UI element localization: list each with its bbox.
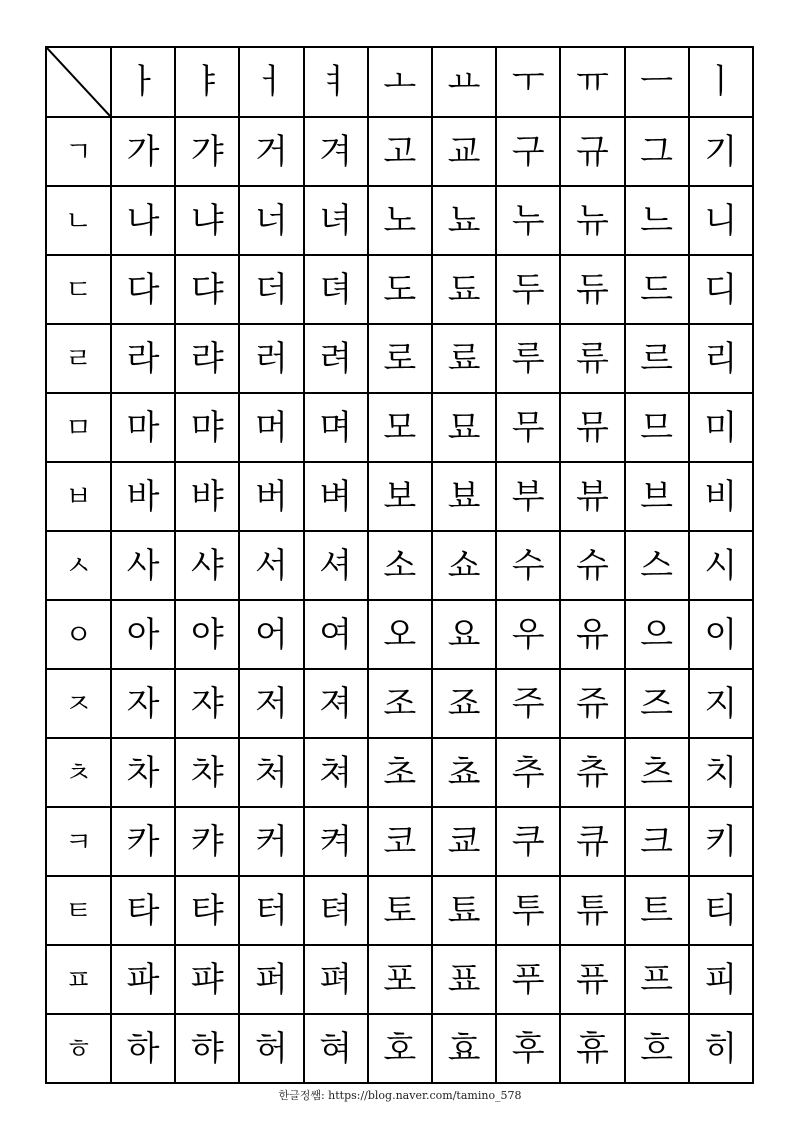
syllable-cell: 저	[239, 669, 303, 738]
syllable-cell: 타	[111, 876, 175, 945]
syllable-cell: 츠	[625, 738, 689, 807]
syllable-cell: 셔	[304, 531, 368, 600]
syllable-cell: 브	[625, 462, 689, 531]
syllable-cell: 누	[496, 186, 560, 255]
syllable-cell: 호	[368, 1014, 432, 1083]
syllable-cell: 마	[111, 393, 175, 462]
syllable-cell: 기	[689, 117, 753, 186]
consonant-row	[46, 531, 753, 600]
consonant-header-cell: ㅇ	[46, 600, 111, 669]
syllable-cell: 퍄	[175, 945, 239, 1014]
syllable-cell: 뷰	[560, 462, 624, 531]
syllable-cell: 캬	[175, 807, 239, 876]
syllable-cell: 여	[304, 600, 368, 669]
syllable-cell: 터	[239, 876, 303, 945]
syllable-cell: 보	[368, 462, 432, 531]
syllable-cell: 뉴	[560, 186, 624, 255]
syllable-cell: 쥬	[560, 669, 624, 738]
vowel-header-cell: ㅏ	[111, 47, 175, 117]
consonant-row	[46, 807, 753, 876]
syllable-cell: 혀	[304, 1014, 368, 1083]
syllable-cell: 아	[111, 600, 175, 669]
syllable-cell: 효	[432, 1014, 496, 1083]
consonant-header-cell: ㅅ	[46, 531, 111, 600]
consonant-header-cell: ㅁ	[46, 393, 111, 462]
syllable-cell: 규	[560, 117, 624, 186]
syllable-cell: 토	[368, 876, 432, 945]
syllable-cell: 텨	[304, 876, 368, 945]
syllable-cell: 툐	[432, 876, 496, 945]
syllable-cell: 버	[239, 462, 303, 531]
consonant-row	[46, 117, 753, 186]
syllable-cell: 소	[368, 531, 432, 600]
syllable-cell: 너	[239, 186, 303, 255]
syllable-cell: 우	[496, 600, 560, 669]
syllable-cell: 니	[689, 186, 753, 255]
syllable-cell: 켜	[304, 807, 368, 876]
syllable-cell: 챠	[175, 738, 239, 807]
syllable-cell: 됴	[432, 255, 496, 324]
consonant-header-cell: ㅈ	[46, 669, 111, 738]
syllable-cell: 더	[239, 255, 303, 324]
syllable-cell: 료	[432, 324, 496, 393]
syllable-cell: 녀	[304, 186, 368, 255]
syllable-cell: 주	[496, 669, 560, 738]
syllable-cell: 펴	[304, 945, 368, 1014]
syllable-cell: 치	[689, 738, 753, 807]
vowel-header-cell: ㅕ	[304, 47, 368, 117]
syllable-cell: 투	[496, 876, 560, 945]
syllable-cell: 구	[496, 117, 560, 186]
vowel-header-cell: ㅠ	[560, 47, 624, 117]
syllable-cell: 느	[625, 186, 689, 255]
syllable-cell: 러	[239, 324, 303, 393]
syllable-cell: 겨	[304, 117, 368, 186]
syllable-cell: 샤	[175, 531, 239, 600]
syllable-cell: 뮤	[560, 393, 624, 462]
syllable-cell: 퓨	[560, 945, 624, 1014]
vowel-header-cell: ㅗ	[368, 47, 432, 117]
syllable-cell: 자	[111, 669, 175, 738]
consonant-header-cell: ㅊ	[46, 738, 111, 807]
syllable-cell: 티	[689, 876, 753, 945]
syllable-cell: 코	[368, 807, 432, 876]
syllable-cell: 쇼	[432, 531, 496, 600]
consonant-row	[46, 186, 753, 255]
syllable-cell: 야	[175, 600, 239, 669]
syllable-cell: 므	[625, 393, 689, 462]
hangul-syllable-table	[45, 46, 754, 1084]
syllable-cell: 디	[689, 255, 753, 324]
syllable-cell: 하	[111, 1014, 175, 1083]
syllable-cell: 프	[625, 945, 689, 1014]
syllable-cell: 처	[239, 738, 303, 807]
syllable-cell: 쵸	[432, 738, 496, 807]
consonant-row	[46, 738, 753, 807]
syllable-cell: 조	[368, 669, 432, 738]
syllable-cell: 어	[239, 600, 303, 669]
consonant-row	[46, 876, 753, 945]
vowel-header-cell: ㅛ	[432, 47, 496, 117]
syllable-cell: 오	[368, 600, 432, 669]
syllable-cell: 류	[560, 324, 624, 393]
syllable-cell: 거	[239, 117, 303, 186]
consonant-row	[46, 669, 753, 738]
syllable-cell: 르	[625, 324, 689, 393]
syllable-cell: 표	[432, 945, 496, 1014]
syllable-cell: 랴	[175, 324, 239, 393]
corner-cell	[46, 47, 111, 117]
consonant-header-cell: ㄷ	[46, 255, 111, 324]
syllable-cell: 후	[496, 1014, 560, 1083]
consonant-row	[46, 324, 753, 393]
syllable-cell: 허	[239, 1014, 303, 1083]
consonant-row	[46, 393, 753, 462]
syllable-cell: 두	[496, 255, 560, 324]
consonant-header-cell: ㅂ	[46, 462, 111, 531]
syllable-cell: 갸	[175, 117, 239, 186]
syllable-cell: 그	[625, 117, 689, 186]
syllable-cell: 햐	[175, 1014, 239, 1083]
syllable-cell: 휴	[560, 1014, 624, 1083]
diagonal-divider	[47, 48, 110, 116]
syllable-cell: 라	[111, 324, 175, 393]
syllable-cell: 냐	[175, 186, 239, 255]
syllable-cell: 추	[496, 738, 560, 807]
syllable-cell: 퍼	[239, 945, 303, 1014]
consonant-header-cell: ㅎ	[46, 1014, 111, 1083]
syllable-cell: 탸	[175, 876, 239, 945]
syllable-cell: 쳐	[304, 738, 368, 807]
syllable-cell: 트	[625, 876, 689, 945]
syllable-cell: 쿠	[496, 807, 560, 876]
syllable-cell: 가	[111, 117, 175, 186]
syllable-cell: 도	[368, 255, 432, 324]
syllable-cell: 쿄	[432, 807, 496, 876]
syllable-cell: 다	[111, 255, 175, 324]
consonant-header-cell: ㄴ	[46, 186, 111, 255]
syllable-cell: 죠	[432, 669, 496, 738]
vowel-header-cell: ㅓ	[239, 47, 303, 117]
consonant-header-cell: ㄱ	[46, 117, 111, 186]
syllable-cell: 키	[689, 807, 753, 876]
syllable-cell: 으	[625, 600, 689, 669]
syllable-cell: 푸	[496, 945, 560, 1014]
syllable-cell: 뇨	[432, 186, 496, 255]
vowel-header-cell: ㅑ	[175, 47, 239, 117]
syllable-cell: 크	[625, 807, 689, 876]
syllable-cell: 루	[496, 324, 560, 393]
syllable-cell: 모	[368, 393, 432, 462]
syllable-cell: 미	[689, 393, 753, 462]
vowel-header-cell: ㅡ	[625, 47, 689, 117]
syllable-cell: 카	[111, 807, 175, 876]
syllable-cell: 비	[689, 462, 753, 531]
syllable-cell: 쟈	[175, 669, 239, 738]
syllable-cell: 유	[560, 600, 624, 669]
syllable-cell: 드	[625, 255, 689, 324]
syllable-cell: 즈	[625, 669, 689, 738]
syllable-cell: 스	[625, 531, 689, 600]
syllable-cell: 바	[111, 462, 175, 531]
syllable-cell: 며	[304, 393, 368, 462]
syllable-cell: 슈	[560, 531, 624, 600]
syllable-cell: 져	[304, 669, 368, 738]
syllable-cell: 려	[304, 324, 368, 393]
syllable-cell: 노	[368, 186, 432, 255]
syllable-cell: 무	[496, 393, 560, 462]
syllable-cell: 벼	[304, 462, 368, 531]
syllable-cell: 커	[239, 807, 303, 876]
syllable-cell: 튜	[560, 876, 624, 945]
syllable-cell: 댜	[175, 255, 239, 324]
consonant-header-cell: ㅍ	[46, 945, 111, 1014]
consonant-header-cell: ㅌ	[46, 876, 111, 945]
consonant-row	[46, 1014, 753, 1083]
consonant-row	[46, 600, 753, 669]
syllable-cell: 이	[689, 600, 753, 669]
syllable-cell: 머	[239, 393, 303, 462]
syllable-cell: 초	[368, 738, 432, 807]
syllable-cell: 묘	[432, 393, 496, 462]
vowel-header-cell: ㅜ	[496, 47, 560, 117]
syllable-cell: 수	[496, 531, 560, 600]
footer-credit: 한글정쌤: https://blog.naver.com/tamino_578	[278, 1089, 522, 1102]
syllable-cell: 로	[368, 324, 432, 393]
consonant-header-cell: ㅋ	[46, 807, 111, 876]
syllable-cell: 나	[111, 186, 175, 255]
syllable-cell: 서	[239, 531, 303, 600]
syllable-cell: 시	[689, 531, 753, 600]
syllable-cell: 뱌	[175, 462, 239, 531]
syllable-cell: 지	[689, 669, 753, 738]
syllable-cell: 파	[111, 945, 175, 1014]
syllable-cell: 츄	[560, 738, 624, 807]
syllable-cell: 흐	[625, 1014, 689, 1083]
syllable-cell: 먀	[175, 393, 239, 462]
syllable-cell: 리	[689, 324, 753, 393]
syllable-cell: 사	[111, 531, 175, 600]
syllable-cell: 차	[111, 738, 175, 807]
consonant-row	[46, 945, 753, 1014]
syllable-cell: 포	[368, 945, 432, 1014]
syllable-cell: 뎌	[304, 255, 368, 324]
syllable-cell: 피	[689, 945, 753, 1014]
consonant-row	[46, 255, 753, 324]
syllable-cell: 부	[496, 462, 560, 531]
vowel-header-row	[46, 47, 753, 117]
consonant-row	[46, 462, 753, 531]
syllable-cell: 교	[432, 117, 496, 186]
syllable-cell: 뵤	[432, 462, 496, 531]
consonant-header-cell: ㄹ	[46, 324, 111, 393]
vowel-header-cell: ㅣ	[689, 47, 753, 117]
syllable-cell: 듀	[560, 255, 624, 324]
syllable-cell: 큐	[560, 807, 624, 876]
syllable-cell: 요	[432, 600, 496, 669]
syllable-cell: 고	[368, 117, 432, 186]
syllable-cell: 히	[689, 1014, 753, 1083]
